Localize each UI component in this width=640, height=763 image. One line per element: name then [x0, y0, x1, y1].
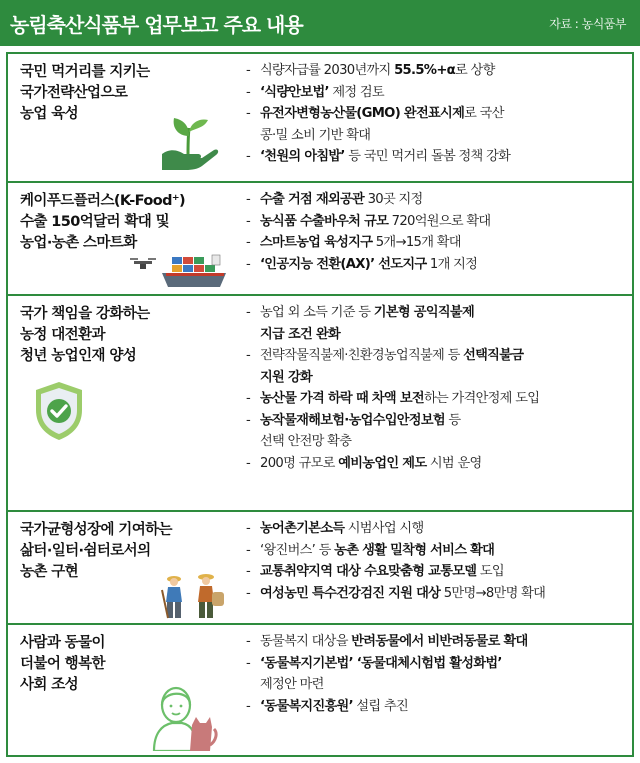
- bullet-item: [246, 146, 630, 168]
- bullet-dash: -: [246, 149, 251, 164]
- bullet-text-emphasis: 지원 강화: [260, 369, 313, 385]
- bullet-item: [246, 232, 630, 254]
- section-title-line: 국가 책임을 강화하는: [20, 306, 150, 322]
- farmers-icon: [158, 570, 228, 622]
- section-title-line: 사회 조성: [20, 677, 79, 693]
- bullet-text: 시범 운영: [426, 455, 482, 471]
- bullet-text-emphasis: 선택직불금: [463, 348, 524, 363]
- bullet-dash: -: [246, 521, 251, 536]
- bullet-item-continuation: [246, 674, 630, 696]
- bullet-text-emphasis: 유전자변형농산물(GMO) 완전표시제: [260, 106, 465, 121]
- bullet-text: 동물복지 대상을: [260, 634, 352, 649]
- bullet-dash: -: [246, 348, 251, 363]
- bullet-text: 식량자급률 2030년까지: [260, 63, 395, 78]
- bullet-item: [246, 583, 630, 605]
- bullet-text-emphasis: 농식품 수출바우처 규모: [260, 213, 389, 229]
- bullet-text: 농업 외 소득 기준 등: [260, 305, 374, 320]
- bullet-item: [246, 254, 630, 276]
- bullet-item: [246, 540, 630, 562]
- bullet-text-emphasis: ‘인공지능 전환(AX)’ 선도지구: [260, 256, 427, 272]
- section-kfood-export: [8, 181, 632, 294]
- bullet-text: 시범사업 시행: [344, 521, 424, 536]
- bullet-text: 1개 지정: [426, 256, 478, 272]
- page-header: [0, 0, 640, 46]
- bullet-item: [246, 345, 630, 367]
- bullet-text-emphasis: 교통취약지역 대상 수요맞춤형 교통모델: [260, 564, 477, 579]
- bullet-text-emphasis: ‘동물복지진흥원’: [260, 698, 353, 714]
- bullet-text-emphasis: 농어촌기본소득: [260, 521, 345, 536]
- content-table: [6, 52, 634, 757]
- section-title: [20, 191, 230, 254]
- section-title-line: 국가균형성장에 기여하는: [20, 522, 172, 538]
- bullet-text: 도입: [476, 564, 504, 579]
- section-title-line: 국민 먹거리를 지키는: [20, 64, 150, 80]
- farmer-with-hoe-icon: [162, 576, 182, 618]
- section-title-line: 농촌 구현: [20, 564, 79, 580]
- bullet-text: 로 상향: [455, 63, 495, 78]
- section-items: [246, 631, 630, 717]
- bullet-item-continuation: [246, 324, 630, 346]
- bullet-text-emphasis: 농산물 가격 하락 때 차액 보전: [260, 391, 424, 406]
- drone-icon: [130, 258, 156, 269]
- section-animal-welfare: [8, 623, 632, 755]
- section-items: [246, 302, 630, 474]
- bullet-text-emphasis: ‘동물복지기본법’ ‘동물대체시험법 활성화법’: [260, 655, 502, 671]
- section-items: [246, 189, 630, 275]
- bullet-text-emphasis: 스마트농업 육성지구: [260, 235, 373, 250]
- bullet-item: [246, 631, 630, 653]
- bullet-item: [246, 103, 630, 125]
- bullet-item: [246, 302, 630, 324]
- bullet-dash: -: [246, 412, 251, 428]
- section-heading-cell: [8, 54, 234, 181]
- bullet-text: 제정안 마련: [260, 677, 324, 692]
- person-with-cat-icon: [148, 685, 218, 751]
- bullet-dash: -: [246, 542, 251, 558]
- bullet-item: [246, 189, 630, 211]
- bullet-text: 5개→15개 확대: [372, 235, 461, 250]
- section-title-line: 국가전략산업으로: [20, 85, 128, 101]
- section-title-line: 농업 육성: [20, 106, 79, 122]
- bullet-dash: -: [246, 698, 251, 714]
- bullet-dash: -: [246, 213, 251, 229]
- bullet-text: 하는 가격안정제 도입: [423, 391, 540, 406]
- bullet-text: ‘왕진버스’ 등: [260, 542, 335, 558]
- bullet-text: 5만명→8만명 확대: [440, 585, 546, 601]
- bullet-item: [246, 60, 630, 82]
- bullet-item: [246, 518, 630, 540]
- section-heading-cell: [8, 625, 234, 755]
- section-items: [246, 518, 630, 604]
- bullet-item: [246, 82, 630, 104]
- section-title-line: 청년 농업인재 양성: [20, 348, 137, 364]
- bullet-dash: -: [246, 655, 251, 671]
- bullet-text-emphasis: 농작물재해보험·농업수입안정보험: [260, 412, 445, 428]
- bullet-text: 로 국산: [464, 106, 504, 121]
- bullet-dash: -: [246, 455, 251, 471]
- section-food-security: [8, 54, 632, 181]
- bullet-dash: -: [246, 564, 251, 579]
- plant-in-hand-icon: [158, 114, 220, 172]
- bullet-text-emphasis: 농촌 생활 밀착형 서비스 확대: [334, 542, 495, 558]
- bullet-text: 전략작물직불제·친환경농업직불제 등: [260, 348, 464, 363]
- bullet-text: 720억원으로 확대: [388, 213, 491, 229]
- bullet-dash: -: [246, 391, 251, 406]
- section-heading-cell: [8, 183, 234, 294]
- bullet-text: 등 국민 먹거리 돌봄 정책 강화: [344, 149, 511, 164]
- bullet-item-continuation: [246, 367, 630, 389]
- bullet-text-emphasis: 예비농업인 제도: [338, 455, 427, 471]
- section-agri-policy: [8, 294, 632, 510]
- section-heading-cell: [8, 512, 234, 623]
- section-heading-cell: [8, 296, 234, 510]
- bullet-text-emphasis: 기본형 공익직불제: [373, 305, 474, 320]
- bullet-dash: -: [246, 305, 251, 320]
- bullet-text: 콩·밀 소비 기반 확대: [260, 127, 371, 143]
- bullet-dash: -: [246, 192, 251, 207]
- bullet-item: [246, 453, 630, 475]
- section-title-line: 농정 대전환과: [20, 327, 105, 343]
- bullet-dash: -: [246, 84, 251, 100]
- bullet-text: 설립 추진: [352, 698, 409, 714]
- bullet-dash: -: [246, 106, 251, 121]
- bullet-item: [246, 388, 630, 410]
- bullet-text-emphasis: ‘식량안보법’: [260, 84, 329, 100]
- cargo-ship-drone-icon: [128, 253, 232, 293]
- bullet-item: [246, 696, 630, 718]
- bullet-text: 200명 규모로: [260, 455, 339, 471]
- bullet-text-emphasis: 반려동물에서 비반려동물로 확대: [351, 634, 528, 649]
- section-rural-balance: [8, 510, 632, 623]
- section-title: [20, 304, 230, 367]
- bullet-text: 제정 검토: [328, 84, 384, 100]
- bullet-item-continuation: [246, 125, 630, 147]
- section-title-line: 사람과 동물이: [20, 635, 105, 651]
- bullet-text: 30곳 지정: [364, 192, 423, 207]
- page-title: 농림축산식품부 업무보고 주요 내용: [10, 12, 303, 37]
- section-title-line: 농업·농촌 스마트화: [20, 235, 137, 251]
- bullet-text-emphasis: ‘천원의 아침밥’: [260, 149, 345, 164]
- bullet-dash: -: [246, 634, 251, 649]
- bullet-dash: -: [246, 235, 251, 250]
- source-label: 자료 : 농식품부: [549, 16, 626, 31]
- shield-check-icon: [32, 380, 86, 442]
- bullet-item: [246, 561, 630, 583]
- bullet-text: 선택 안전망 확충: [260, 434, 352, 449]
- bullet-dash: -: [246, 585, 251, 601]
- bullet-text-emphasis: 여성농민 특수건강검진 지원 대상: [260, 585, 441, 601]
- bullet-item: [246, 653, 630, 675]
- section-title-line: 더불어 행복한: [20, 656, 105, 672]
- bullet-text: 등: [444, 412, 461, 428]
- bullet-text-emphasis: 지급 조건 완화: [260, 326, 341, 342]
- bullet-dash: -: [246, 63, 251, 78]
- section-title-line: 케이푸드플러스(K-Food⁺): [20, 193, 185, 209]
- section-title-line: 삶터·일터·쉼터로서의: [20, 543, 151, 559]
- bullet-item: [246, 211, 630, 233]
- bullet-dash: -: [246, 256, 251, 272]
- bullet-text-emphasis: 수출 거점 재외공관: [260, 192, 365, 207]
- farmer-with-sack-icon: [198, 574, 224, 618]
- bullet-text-emphasis: 55.5%+α: [394, 63, 456, 78]
- section-items: [246, 60, 630, 168]
- section-title-line: 수출 150억달러 확대 및: [20, 214, 170, 230]
- cat-icon: [190, 717, 216, 751]
- bullet-item: [246, 410, 630, 432]
- bullet-item-continuation: [246, 431, 630, 453]
